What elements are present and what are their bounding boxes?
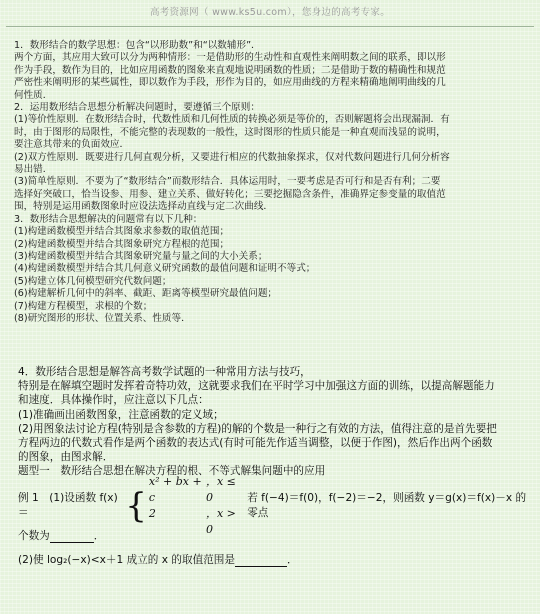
text-line: 作为手段，数作为目的，比如应用函数的图象来直观地说明函数的性质；二是借助于数的精确性和规范	[14, 64, 446, 76]
text-line: 特别是在解填空题时发挥着奇特功效，这就要求我们在平时学习中加强这方面的训练，以提高解题能力	[18, 380, 495, 393]
text-line: 1．数形结合的数学思想：包含“以形助数”和“以数辅形”．	[14, 40, 261, 51]
example-prefix: 例 1 (1)设函数 f(x)＝	[18, 492, 118, 519]
case-row	[149, 474, 243, 506]
text-line: 何性质．	[14, 89, 53, 101]
case-row	[149, 506, 243, 538]
text-line: 时，由于图形的局限性，不能完整的表现数的一般性，这时图形的性质只能是一种直观而浅显的说明，	[14, 126, 446, 138]
case-condition: ，x > 0	[205, 506, 236, 536]
case-expression: x² + bx + c	[148, 474, 202, 504]
text-line: (3)简单性原则．不要为了“数形结合”而数形结合．具体运用时，一要考虑是否可行和是否有利；二要	[14, 176, 441, 188]
text-line: (2)用图象法讨论方程(特别是含参数的方程)的解的个数是一种行之有效的方法，值得注意的是首先要把	[18, 422, 497, 435]
text-line: (5)构建立体几何模型研究代数问题；	[14, 275, 172, 287]
text-line: 严密性来阐明形的某些属性，即以数作为手段，形作为目的，如应用曲线的方程来精确地阐明曲线的几	[14, 77, 446, 89]
overview-section	[14, 40, 530, 325]
text-line: (1)构建函数模型并结合其图象求参数的取值范围；	[14, 226, 230, 238]
left-brace-icon: {	[125, 485, 147, 526]
spacer	[18, 543, 528, 553]
text-line: 围，特别是运用函数图象时应设法选择动直线与定二次曲线．	[14, 201, 274, 213]
text-line: (1)等价性原则．在数形结合时，代数性质和几何性质的转换必须是等价的，否则解题将会出现漏洞．有	[14, 114, 450, 126]
answer-blank	[50, 531, 94, 543]
text-line: 两个方面，其应用大致可以分为两种情形：一是借助形的生动性和直观性来阐明数之间的联系，即以形	[14, 52, 446, 64]
text-line: 和速度．具体操作时，应注意以下几点：	[18, 394, 209, 407]
example-1-part-2	[18, 553, 528, 567]
text-line: 方程两边的代数式看作是两个函数的表达式(有时可能先作适当调整，以便于作图)，然后作出两个函数	[18, 437, 493, 450]
method-section	[18, 365, 528, 567]
part2-suffix: ．	[286, 553, 298, 566]
piecewise-cases	[149, 474, 243, 538]
text-line: 3．数形结合思想解决的问题常有以下几种：	[14, 213, 203, 225]
piecewise-function	[125, 474, 243, 538]
text-line: (4)构建函数模型并结合其几何意义研究函数的最值问题和证明不等式；	[14, 263, 316, 275]
text-line: 选择好突破口，恰当设参、用参、建立关系、做好转化；三要挖掘隐含条件，准确界定参变量的取值范	[14, 188, 446, 200]
case-condition: ，x ≤ 0	[205, 474, 236, 504]
text-line: (2)构建函数模型并结合其图象研究方程根的范围；	[14, 238, 230, 250]
page-header: 高考资源网（ www.ks5u.com），您身边的高考专家。	[149, 7, 391, 18]
text-line: (1)准确画出函数图象，注意函数的定义域；	[18, 408, 224, 421]
text-line: 的图象，由图求解．	[18, 451, 114, 464]
answer-suffix: ．	[93, 529, 105, 542]
text-line: (7)构建方程模型，求根的个数；	[14, 300, 153, 312]
text-line: 4．数形结合思想是解答高考数学试题的一种常用方法与技巧，	[18, 366, 311, 378]
text-line: (6)构建解析几何中的斜率、截距、距离等模型研究最值问题；	[14, 288, 278, 300]
header-divider	[6, 26, 534, 27]
case-expression: 2	[148, 506, 156, 520]
example-suffix: 若 f(−4)＝f(0)，f(−2)＝−2，则函数 y＝g(x)＝f(x)－x 的零点	[247, 492, 527, 519]
answer-line	[18, 529, 528, 543]
part2-prefix: (2)使 log₂(−x)<x＋1 成立的 x 的取值范围是	[18, 553, 235, 566]
text-line: (3)构建函数模型并结合其图象研究量与量之间的大小关系；	[14, 250, 268, 262]
text-line: 要注意其带来的负面效应．	[14, 139, 130, 151]
answer-blank	[235, 555, 287, 567]
section-heading: 题型一 数形结合思想在解决方程的根、不等式解集问题中的应用	[18, 465, 326, 478]
answer-prefix: 个数为	[18, 529, 50, 542]
text-line: (2)双方性原则．既要进行几何直观分析，又要进行相应的代数抽象探求，仅对代数问题进行几何分析容	[14, 151, 450, 163]
text-line: 2．运用数形结合思想分析解决问题时，要遵循三个原则：	[14, 102, 260, 114]
text-line: 易出错．	[14, 164, 53, 176]
text-line: (8)研究图形的形状、位置关系、性质等．	[14, 312, 191, 324]
